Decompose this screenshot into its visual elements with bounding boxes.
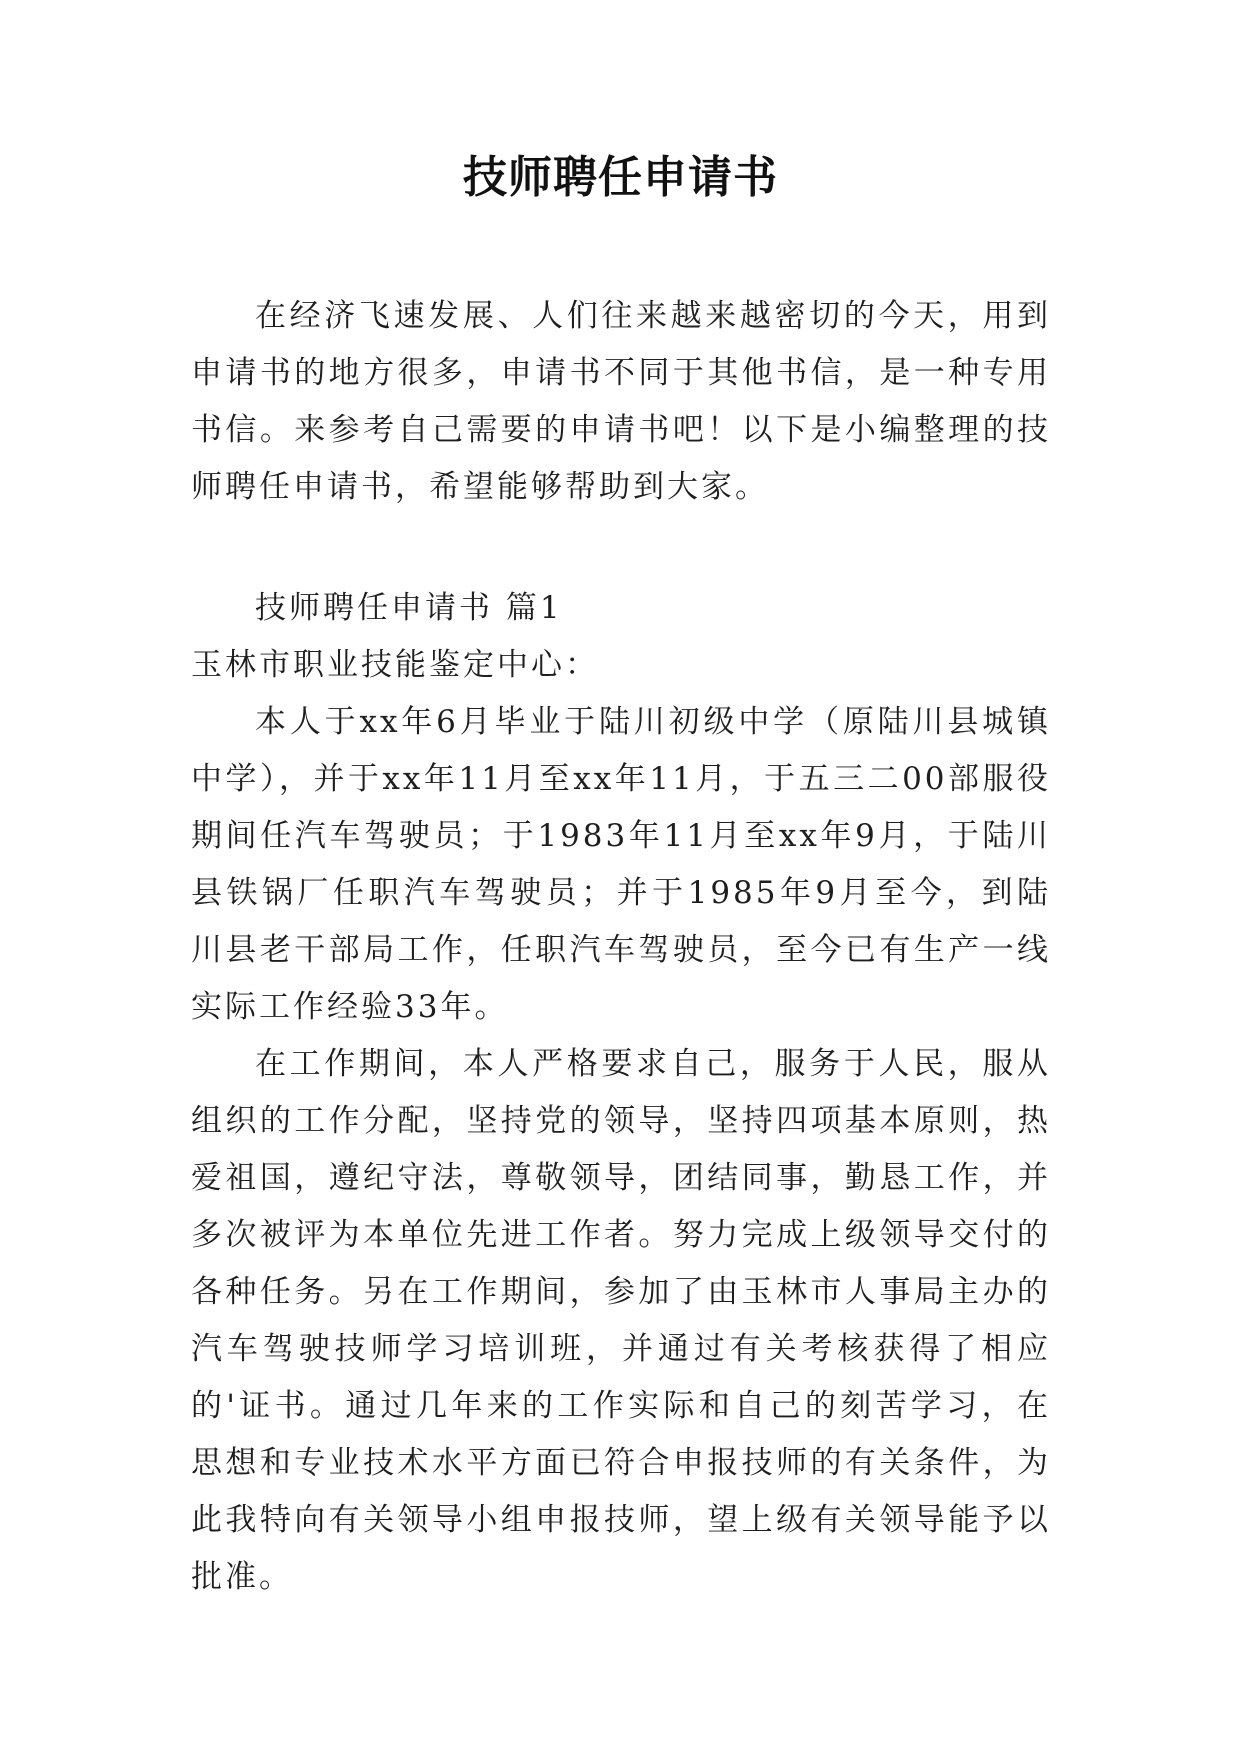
document-title: 技师聘任申请书 <box>463 152 778 203</box>
body-paragraph-block <box>191 1036 1051 1606</box>
body-paragraph-block <box>191 694 1051 1036</box>
section-heading-block <box>191 580 1051 637</box>
salutation-block <box>191 637 1051 694</box>
salutation: 玉林市职业技能鉴定中心： <box>191 647 599 683</box>
section-heading: 技师聘任申请书 篇1 <box>255 590 563 626</box>
intro-paragraph: 在经济飞速发展、人们往来越来越密切的今天，用到申请书的地方很多，申请书不同于其他书信，是一种专用书信。来参考自己需要的申请书吧！以下是小编整理的技师聘任申请书，希望能够帮助到大家。 <box>191 298 1051 505</box>
body-paragraph: 本人于xx年6月毕业于陆川初级中学（原陆川县城镇中学），并于xx年11月至xx年11月，于五三二00部服役期间任汽车驾驶员；于1983年11月至xx年9月，于陆川县铁锅厂任职汽车驾驶员；并于1985年9月至今，到陆川县老干部局工作，任职汽车驾驶员，至今已有生产一线实际工作经验33年。 <box>191 704 1051 1025</box>
intro-block <box>191 288 1051 516</box>
body-paragraph: 在工作期间，本人严格要求自己，服务于人民，服从组织的工作分配，坚持党的领导，坚持四项基本原则，热爱祖国，遵纪守法，尊敬领导，团结同事，勤恳工作，并多次被评为本单位先进工作者。努力完成上级领导交付的各种任务。另在工作期间，参加了由玉林市人事局主办的汽车驾驶技师学习培训班，并通过有关考核获得了相应的'证书。通过几年来的工作实际和自己的刻苦学习，在思想和专业技术水平方面已符合申报技师的有关条件，为此我特向有关领导小组申报技师，望上级有关领导能予以批准。 <box>191 1046 1051 1595</box>
